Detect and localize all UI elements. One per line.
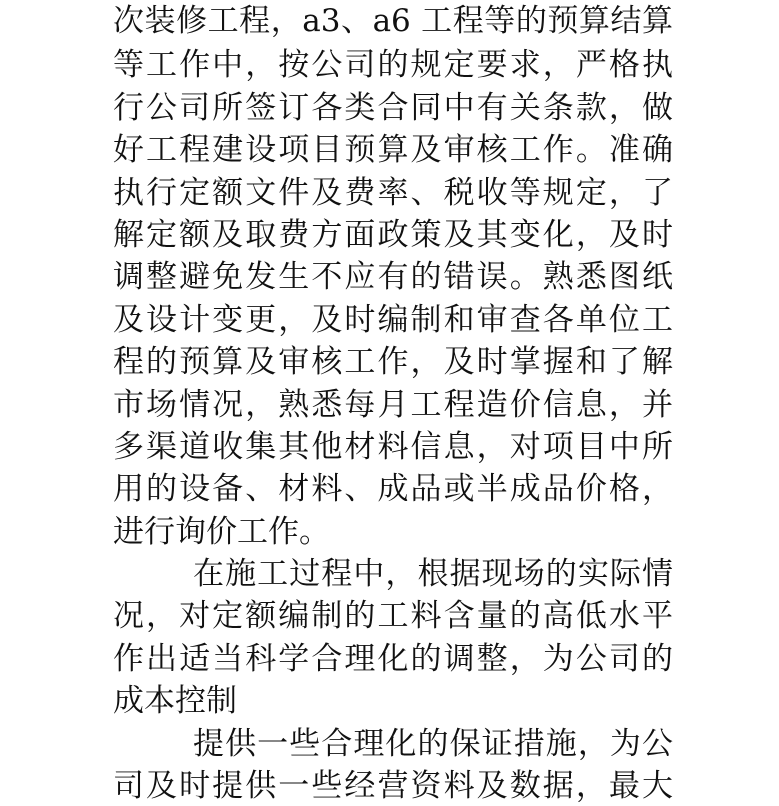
- text-line: 调整避免发生不应有的错误。熟悉图纸: [113, 259, 673, 295]
- text-line: 程的预算及审核工作，及时掌握和了解: [113, 344, 673, 380]
- text-line: 市场情况，熟悉每月工程造价信息，并: [113, 387, 673, 423]
- text-line: 成本控制: [113, 683, 237, 719]
- text-line: 用的设备、材料、成品或半成品价格，: [113, 471, 673, 507]
- text-line: 多渠道收集其他材料信息，对项目中所: [113, 429, 673, 465]
- text-line: 次装修工程，a3、a6 工程等的预算结算: [113, 3, 673, 39]
- text-line: 提供一些合理化的保证措施，为公: [193, 726, 673, 762]
- text-line: 好工程建设项目预算及审核工作。准确: [113, 132, 673, 168]
- text-line: 司及时提供一些经营资料及数据，最大: [113, 768, 673, 804]
- text-line: 等工作中，按公司的规定要求，严格执: [113, 47, 673, 83]
- text-line: 及设计变更，及时编制和审查各单位工: [113, 302, 673, 338]
- text-line: 进行询价工作。: [113, 514, 330, 550]
- text-line: 在施工过程中，根据现场的实际情: [193, 556, 673, 592]
- text-line: 行公司所签订各类合同中有关条款，做: [113, 90, 673, 126]
- text-line: 执行定额文件及费率、税收等规定，了: [113, 175, 673, 211]
- text-line: 解定额及取费方面政策及其变化，及时: [113, 217, 673, 253]
- text-line: 况，对定额编制的工料含量的高低水平: [113, 598, 673, 634]
- text-line: 作出适当科学合理化的调整，为公司的: [113, 641, 673, 677]
